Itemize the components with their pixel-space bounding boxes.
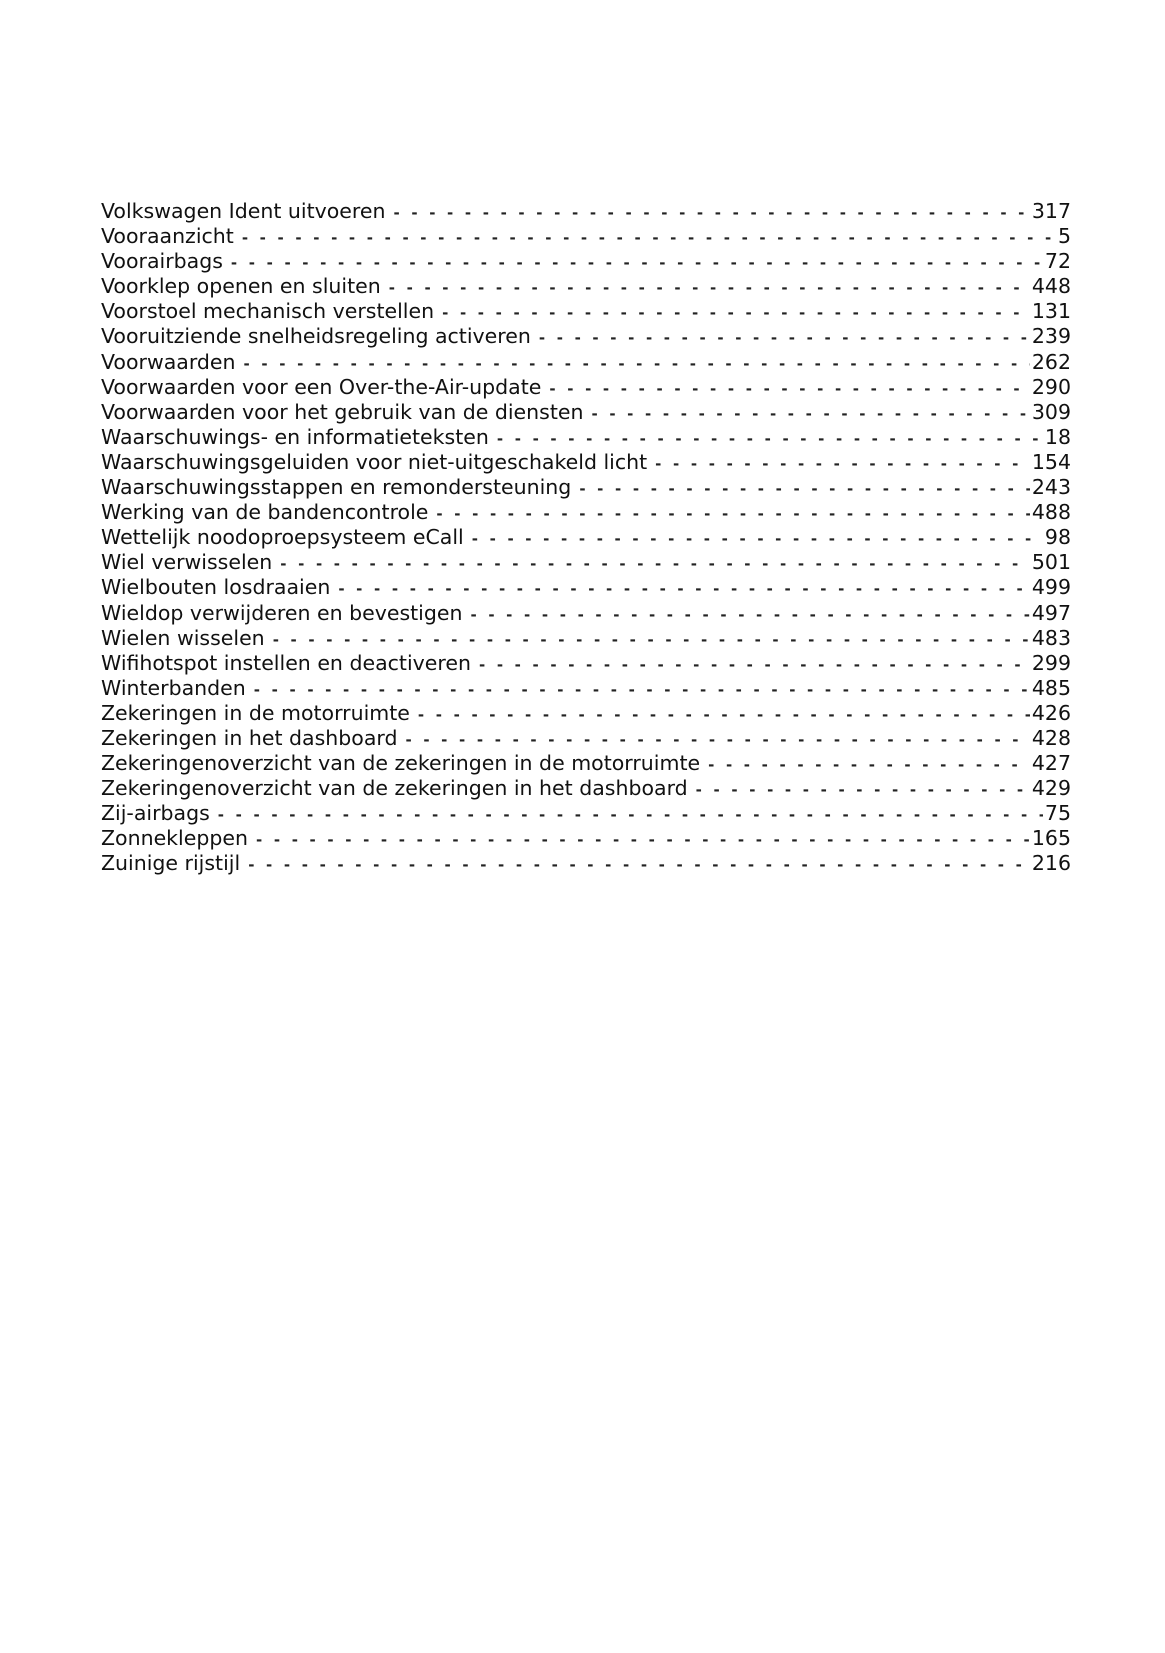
entry-page-number: 216 [1031,851,1071,876]
index-entry [101,400,1071,425]
entry-page-number: 317 [1031,199,1071,223]
entry-title: Zekeringen in de motorruimte [101,700,410,725]
entry-page-number: 448 [1031,274,1071,299]
entry-title: Wiel verwisselen [101,550,273,575]
entry-title: Voorklep openen en sluiten [101,274,381,299]
dot-leader [273,628,1030,653]
dot-leader [244,352,1030,377]
index-entry [101,626,1071,651]
index-entry [101,801,1071,826]
dot-leader [248,853,1030,878]
entry-page-number: 154 [1031,449,1071,474]
dot-leader [442,301,1030,326]
index-list [101,199,1071,877]
entry-page-number: 488 [1031,500,1071,525]
index-entry [101,475,1071,500]
entry-title: Wieldop verwijderen en bevestigen [101,600,463,625]
index-entry [101,651,1071,676]
entry-title: Zekeringen in het dashboard [101,725,398,750]
entry-page-number: 499 [1031,575,1071,600]
entry-title: Zekeringenoverzicht van de zekeringen in de motorruimte [101,751,701,776]
index-entry [101,751,1071,776]
entry-title: Zuinige rijstijl [101,851,241,876]
index-entry [101,350,1071,375]
dot-leader [338,577,1030,602]
entry-title: Voorwaarden [101,349,236,374]
entry-title: Zekeringenoverzicht van de zekeringen in het dashboard [101,776,688,801]
entry-title: Voorwaarden voor het gebruik van de diensten [101,399,584,424]
index-entry [101,224,1071,249]
index-entry [101,676,1071,701]
index-entry [101,299,1071,324]
dot-leader [479,653,1030,678]
dot-leader [256,828,1030,853]
dot-leader [539,326,1030,351]
index-entry [101,500,1071,525]
entry-title: Wettelijk noodoproepsysteem eCall [101,525,464,550]
entry-title: Voorwaarden voor een Over-the-Air-update [101,374,542,399]
dot-leader [549,377,1029,402]
index-entry [101,375,1071,400]
dot-leader [696,778,1030,803]
dot-leader [389,276,1030,301]
entry-title: Werking van de bandencontrole [101,500,429,525]
entry-page-number: 18 [1044,424,1071,449]
entry-title: Winterbanden [101,675,246,700]
index-entry [101,726,1071,751]
entry-title: Waarschuwings- en informatieteksten [101,424,489,449]
entry-page-number: 309 [1031,399,1071,424]
entry-title: Waarschuwingsgeluiden voor niet-uitgeschakeld licht [101,449,648,474]
dot-leader [472,527,1043,552]
dot-leader [280,552,1030,577]
index-entry [101,324,1071,349]
entry-page-number: 426 [1031,700,1071,725]
entry-title: Wielen wisselen [101,625,265,650]
entry-page-number: 485 [1031,675,1071,700]
entry-page-number: 98 [1044,525,1071,550]
index-entry [101,550,1071,575]
entry-page-number: 501 [1031,550,1071,575]
dot-leader [418,703,1030,728]
dot-leader [394,201,1030,226]
entry-title: Vooruitziende snelheidsregeling activeren [101,324,531,349]
entry-page-number: 290 [1031,374,1071,399]
entry-page-number: 483 [1031,625,1071,650]
entry-page-number: 299 [1031,650,1071,675]
entry-title: Zonnekleppen [101,826,248,851]
dot-leader [579,477,1030,502]
entry-page-number: 427 [1031,751,1071,776]
entry-page-number: 429 [1031,776,1071,801]
entry-title: Wifihotspot instellen en deactiveren [101,650,471,675]
entry-title: Wielbouten losdraaien [101,575,331,600]
dot-leader [218,803,1043,828]
index-entry [101,199,1071,224]
index-entry [101,601,1071,626]
index-entry [101,851,1071,876]
entry-page-number: 497 [1031,600,1071,625]
dot-leader [436,502,1029,527]
dot-leader [655,452,1030,477]
dot-leader [497,427,1043,452]
dot-leader [708,753,1030,778]
dot-leader [254,678,1030,703]
dot-leader [231,251,1043,276]
entry-page-number: 5 [1057,224,1071,249]
index-entry [101,776,1071,801]
index-entry [101,425,1071,450]
entry-page-number: 239 [1031,324,1071,349]
entry-page-number: 131 [1031,299,1071,324]
entry-page-number: 262 [1031,349,1071,374]
index-entry [101,249,1071,274]
entry-title: Vooraanzicht [101,224,234,249]
entry-title: Voorstoel mechanisch verstellen [101,299,435,324]
dot-leader [591,402,1029,427]
entry-title: Waarschuwingsstappen en remondersteuning [101,475,572,500]
entry-page-number: 72 [1044,249,1071,274]
dot-leader [242,226,1056,251]
entry-title: Zij-airbags [101,801,210,826]
dot-leader [405,728,1029,753]
index-entry [101,575,1071,600]
index-entry [101,525,1071,550]
entry-title: Volkswagen Ident uitvoeren [101,199,386,223]
entry-page-number: 243 [1031,475,1071,500]
index-entry [101,701,1071,726]
entry-page-number: 428 [1031,725,1071,750]
dot-leader [470,603,1029,628]
index-entry [101,826,1071,851]
entry-page-number: 75 [1044,801,1071,826]
index-entry [101,450,1071,475]
entry-title: Voorairbags [101,249,223,274]
entry-page-number: 165 [1031,826,1071,851]
index-entry [101,274,1071,299]
